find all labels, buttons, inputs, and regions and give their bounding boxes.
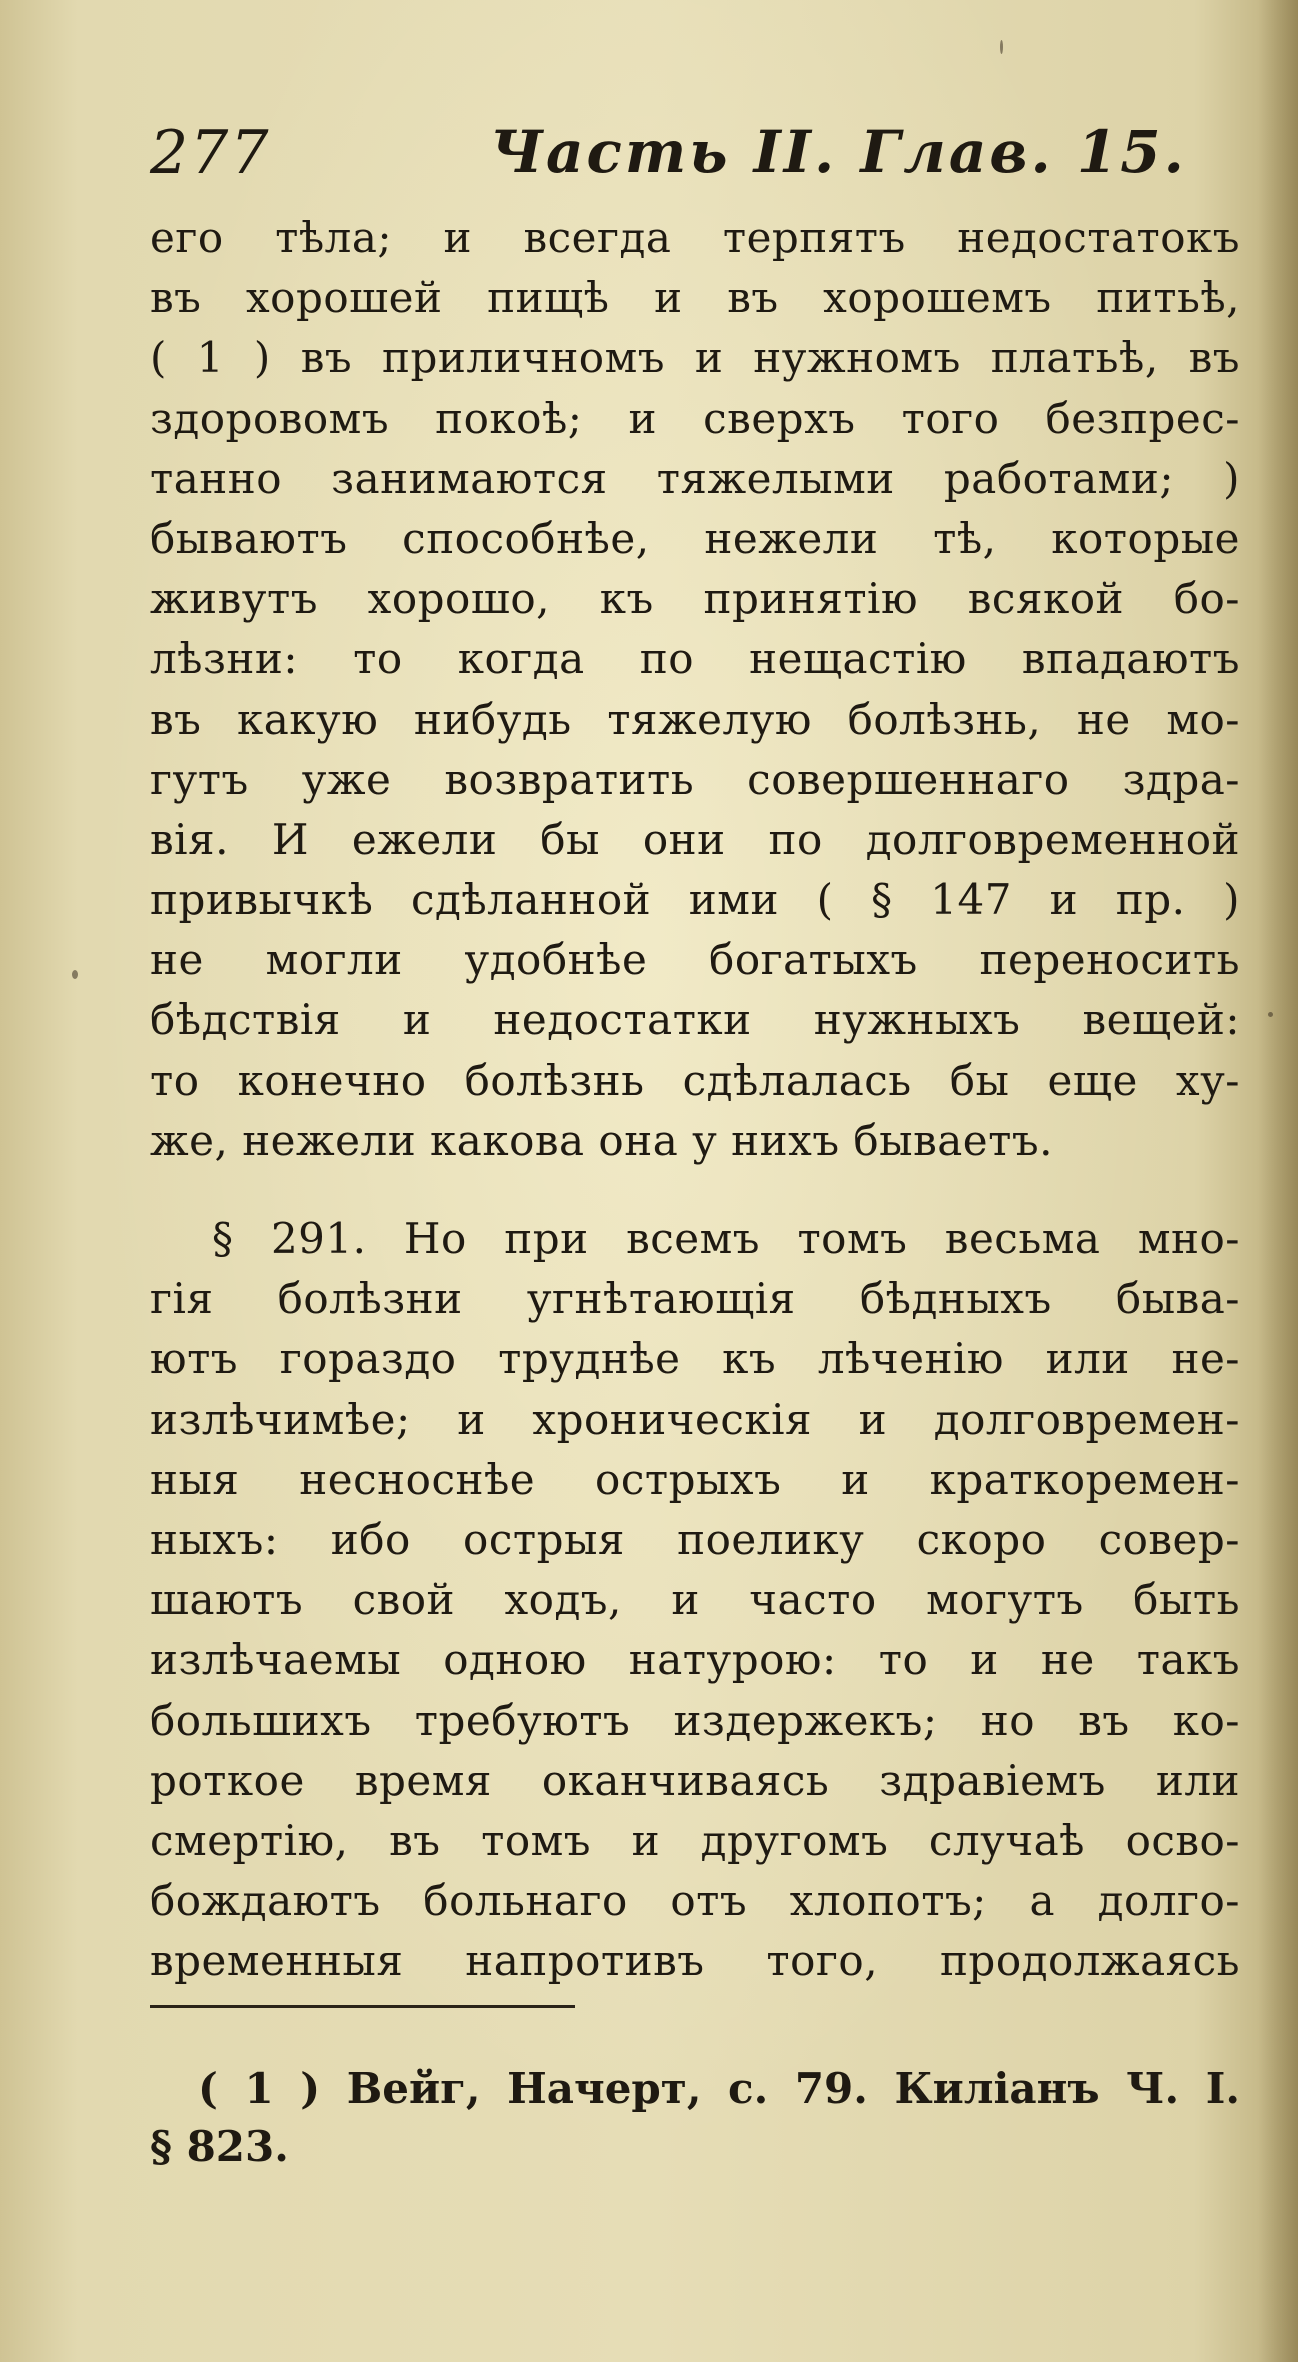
paragraph-gap [150,1171,1240,1209]
text-line: временныя напротивъ того, продолжаясь [150,1936,1240,1986]
text-line: гутъ уже возвратить совершеннаго здра- [150,754,1240,804]
running-head: Часть II. Глав. 15. [490,118,1187,186]
ink-speck [1268,1012,1273,1017]
text-line: же, нежели какова она у нихъ бываетъ. [150,1115,1053,1165]
page-edge-shadow [1258,0,1298,2362]
page-header [150,118,1240,198]
text-line: то конечно болѣзнь сдѣлалась бы еще ху- [150,1055,1240,1105]
text-line: ныхъ: ибо острыя поелику скоро совер- [150,1514,1240,1564]
text-line: шаютъ свой ходъ, и часто могутъ быть [150,1575,1240,1625]
text-line: ютъ гораздо труднѣе къ лѣченію или не- [150,1334,1240,1384]
footnote-rule [150,2005,575,2008]
text-line: бѣдствія и недостатки нужныхъ вещей: [150,995,1240,1045]
text-line: вія. И ежели бы они по долговременной [150,814,1240,864]
text-line: большихъ требуютъ издержекъ; но въ ко- [150,1695,1240,1745]
text-line: смертію, въ томъ и другомъ случаѣ осво- [150,1815,1240,1865]
ink-speck [72,970,78,979]
paragraph-1 [150,208,1240,1171]
text-line: здоровомъ покоѣ; и сверхъ того безпрес- [150,393,1240,443]
text-line: въ хорошей пищѣ и въ хорошемъ питьѣ, [150,273,1240,323]
paragraph-2 [150,1209,1240,1991]
text-line: ныя несноснѣе острыхъ и краткоремен- [150,1454,1240,1504]
page-number: 277 [150,118,271,188]
footnote-line: ( 1 ) Вейг, Начерт, с. 79. Киліанъ Ч. I. [198,2064,1240,2113]
body-text [150,208,1240,1991]
footnote [150,2060,1240,2176]
text-line: излѣчимѣе; и хроническія и долговремен- [150,1394,1240,1444]
text-line: бождаютъ больнаго отъ хлопотъ; а долго- [150,1876,1240,1926]
text-line: живутъ хорошо, къ принятію всякой бо- [150,574,1240,624]
text-line: не могли удобнѣе богатыхъ переносить [150,935,1240,985]
text-line: въ какую нибудь тяжелую болѣзнь, не мо- [150,694,1240,744]
ink-speck [1000,40,1003,54]
text-line: роткое время оканчиваясь здравіемъ или [150,1755,1240,1805]
text-line: его тѣла; и всегда терпятъ недостатокъ [150,213,1240,262]
text-line: привычкѣ сдѣланной ими ( § 147 и пр. ) [150,875,1240,925]
text-line: гія болѣзни угнѣтающія бѣдныхъ быва- [150,1274,1240,1324]
text-line: § 291. Но при всемъ томъ весьма мно- [212,1214,1240,1263]
text-line: бываютъ способнѣе, нежели тѣ, которые [150,513,1240,563]
text-line: танно занимаются тяжелыми работами; ) [150,453,1240,503]
footnote-line: § 823. [150,2122,289,2171]
text-line: лѣзни: то когда по нещастію впадаютъ [150,634,1240,684]
text-line: ( 1 ) въ приличномъ и нужномъ платьѣ, въ [150,333,1240,383]
text-line: излѣчаемы одною натурою: то и не такъ [150,1635,1240,1685]
